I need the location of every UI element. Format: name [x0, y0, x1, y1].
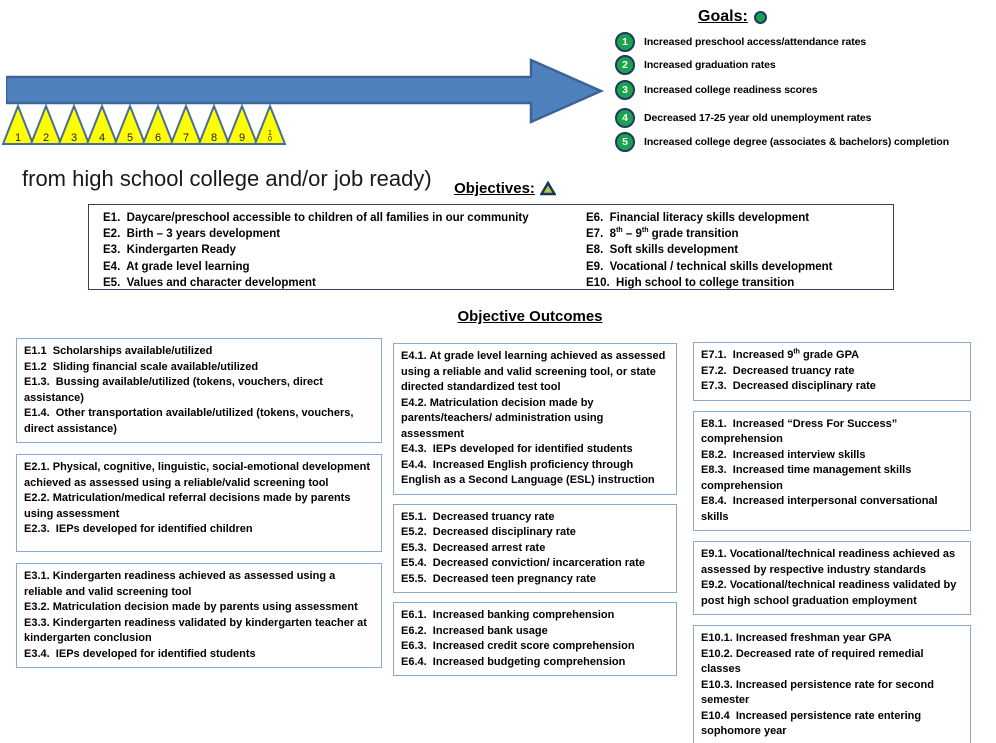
milestone-label: 8	[210, 132, 218, 144]
outcome-item: E8.4. Increased interpersonal conversational skills	[701, 495, 941, 523]
goal-text: Increased preschool access/attendance rates	[644, 36, 867, 48]
outcome-item: E9.1. Vocational/technical readiness achieved as assessed by respective industry standards	[701, 548, 959, 576]
outcome-item: E10.2. Decreased rate of required remedial classes	[701, 647, 927, 675]
outcome-item: E5.4. Decreased conviction/ incarceration rate	[401, 557, 645, 569]
outcome-item: E7.3. Decreased disciplinary rate	[701, 380, 876, 392]
milestone-label: 5	[126, 132, 134, 144]
outcome-item: E4.3. IEPs developed for identified students	[401, 443, 633, 455]
outcome-item: E9.2. Vocational/technical readiness validated by post high school graduation employment	[701, 579, 960, 607]
goal-number-badge: 5	[615, 132, 635, 152]
outcome-item: E8.2. Increased interview skills	[701, 448, 866, 461]
milestone-label: 1	[14, 132, 22, 144]
outcome-box-e5	[393, 504, 677, 594]
milestone-label: 3	[70, 132, 78, 144]
outcome-item: E7.1. Increased 9th grade GPA	[701, 348, 860, 361]
objective-item: E10. High school to college transition	[586, 276, 795, 289]
outcome-item: E2.2. Matriculation/medical referral decisions made by parents using assessment	[24, 492, 354, 520]
outcomes-column-left	[16, 338, 382, 668]
objectives-column-left	[103, 210, 529, 291]
goals-heading	[698, 8, 767, 26]
objectives-box	[88, 204, 894, 290]
objective-item: E7. 8th – 9th grade transition	[586, 227, 739, 241]
objective-item: E5. Values and character development	[103, 276, 316, 289]
goals-heading-label: Goals:	[698, 8, 748, 25]
outcome-item: E1.1 Scholarships available/utilized	[24, 345, 213, 357]
milestone-label: 2	[42, 132, 50, 144]
outcome-box-e10	[693, 625, 971, 743]
outcome-item: E3.2. Matriculation decision made by parents using assessment	[24, 601, 358, 613]
outcome-item: E4.4. Increased English proficiency through English as a Second Language (ESL) instruction	[401, 458, 655, 486]
outcome-item: E2.1. Physical, cognitive, linguistic, social-emotional development achieved as assessed using a reliable/valid screening tool	[24, 461, 374, 489]
outcome-item: E3.3. Kindergarten readiness validated by kindergarten teacher at kindergarten conclusion	[24, 616, 371, 644]
outcome-item: E6.2. Increased bank usage	[401, 624, 548, 637]
outcome-item: E6.1. Increased banking comprehension	[401, 609, 615, 621]
milestone-label: 9	[238, 132, 246, 144]
outcome-item: E6.3. Increased credit score comprehension	[401, 640, 635, 652]
outcome-box-e2	[16, 454, 382, 552]
outcome-box-e1	[16, 338, 382, 443]
milestone-triangle-10	[253, 104, 287, 146]
outcome-item: E5.2. Decreased disciplinary rate	[401, 526, 576, 538]
outcome-item: E5.5. Decreased teen pregnancy rate	[401, 572, 597, 585]
objective-triangle-icon	[540, 181, 556, 196]
outcome-box-e6	[393, 602, 677, 676]
milestone-label: 7	[182, 132, 190, 144]
goal-item-3	[615, 80, 817, 100]
outcome-box-e8	[693, 411, 971, 532]
goal-text: Increased college degree (associates & bachelors) completion	[644, 136, 950, 148]
outcome-item: E4.2. Matriculation decision made by parents/teachers/ administration using assessment	[401, 396, 607, 440]
objective-item: E8. Soft skills development	[586, 244, 739, 257]
outcome-item: E8.1. Increased “Dress For Success” comprehension	[701, 417, 901, 445]
outcome-item: E10.1. Increased freshman year GPA	[701, 632, 892, 644]
goal-number-badge: 1	[615, 32, 635, 52]
page-title-line-2: from high school college and/or job ready)	[22, 166, 432, 191]
outcome-item: E1.2 Sliding financial scale available/utilized	[24, 360, 259, 373]
objective-item: E3. Kindergarten Ready	[103, 244, 236, 257]
objectives-heading	[405, 180, 605, 197]
outcome-item: E8.3. Increased time management skills comprehension	[701, 464, 915, 492]
goal-number-badge: 4	[615, 108, 635, 128]
outcome-item: E10.4 Increased persistence rate entering sophomore year	[701, 709, 925, 737]
goal-number-badge: 2	[615, 55, 635, 75]
outcome-item: E7.2. Decreased truancy rate	[701, 364, 855, 377]
outcome-item: E1.4. Other transportation available/utilized (tokens, vouchers, direct assistance)	[24, 407, 357, 435]
outcome-item: E5.3. Decreased arrest rate	[401, 541, 546, 554]
outcomes-column-middle	[393, 343, 677, 676]
goal-item-1	[615, 32, 866, 52]
outcome-item: E1.3. Bussing available/utilized (tokens, vouchers, direct assistance)	[24, 376, 326, 404]
goal-text: Decreased 17-25 year old unemployment rates	[644, 112, 872, 124]
goal-number-badge: 3	[615, 80, 635, 100]
goal-item-2	[615, 55, 776, 75]
objectives-heading-label: Objectives:	[454, 180, 535, 197]
outcome-item: E6.4. Increased budgeting comprehension	[401, 655, 626, 668]
goal-item-4	[615, 108, 871, 128]
milestone-label: 6	[154, 132, 162, 144]
goal-text: Increased graduation rates	[644, 59, 776, 71]
outcome-item: E3.1. Kindergarten readiness achieved as assessed using a reliable and valid screening tool	[24, 570, 339, 598]
milestone-label: 4	[98, 132, 106, 144]
outcome-box-e7	[693, 342, 971, 401]
objective-item: E9. Vocational / technical skills development	[586, 260, 833, 273]
milestone-triangle-row	[0, 104, 300, 150]
goal-item-5	[615, 132, 949, 152]
goal-text: Increased college readiness scores	[644, 84, 818, 96]
objective-item: E1. Daycare/preschool accessible to children of all families in our community	[103, 212, 529, 224]
goal-circle-icon	[754, 11, 767, 24]
outcomes-heading: Objective Outcomes	[457, 308, 603, 325]
outcomes-column-right	[693, 342, 971, 743]
objective-item: E2. Birth – 3 years development	[103, 228, 281, 241]
objectives-column-right	[586, 210, 832, 291]
objective-item: E4. At grade level learning	[103, 260, 250, 273]
outcome-box-e3	[16, 563, 382, 668]
outcome-item: E4.1. At grade level learning achieved as assessed using a reliable and valid screening tool, or state directed standardized test tool	[401, 350, 669, 393]
outcome-item: E10.3. Increased persistence rate for second semester	[701, 678, 938, 706]
outcome-box-e9	[693, 541, 971, 615]
milestone-label: 10	[268, 130, 272, 143]
outcome-item: E2.3. IEPs developed for identified children	[24, 523, 253, 535]
outcome-item: E5.1. Decreased truancy rate	[401, 510, 555, 523]
objective-item: E6. Financial literacy skills development	[586, 212, 810, 224]
outcome-item: E3.4. IEPs developed for identified students	[24, 647, 256, 660]
outcome-box-e4	[393, 343, 677, 495]
